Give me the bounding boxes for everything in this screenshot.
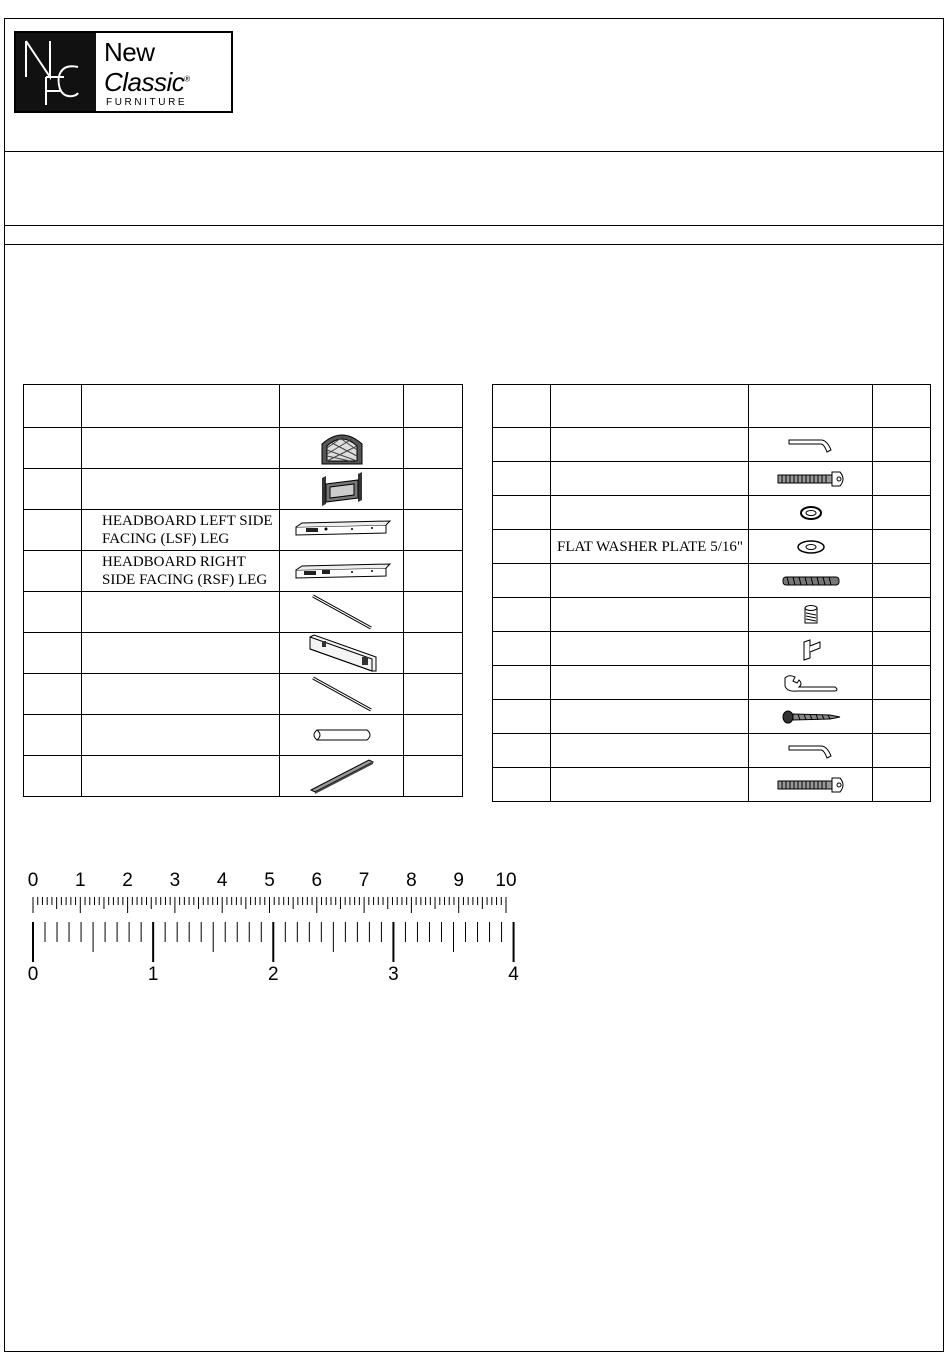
logo-monogram [16, 33, 96, 111]
dowel-icon [280, 715, 404, 756]
table-row [24, 633, 463, 674]
cm-label: 9 [453, 870, 464, 891]
part-qty [404, 633, 463, 674]
divider [4, 225, 944, 226]
inch-label: 0 [27, 964, 39, 985]
part-description: FLAT WASHER PLATE 5/16" [551, 530, 749, 564]
part-description [551, 462, 749, 496]
table-row [493, 496, 931, 530]
cm-label: 1 [75, 870, 86, 891]
part-description: HEADBOARD LEFT SIDE FACING (LSF) LEG [82, 510, 280, 551]
table-row [24, 592, 463, 633]
part-qty [404, 469, 463, 510]
wrench-icon [749, 666, 873, 700]
part-number [493, 428, 551, 462]
headboard-panel-icon [280, 428, 404, 469]
part-qty [873, 530, 931, 564]
part-description [82, 674, 280, 715]
part-qty [404, 715, 463, 756]
part-number [24, 510, 82, 551]
part-qty [404, 592, 463, 633]
table-header-row [493, 385, 931, 428]
part-qty [873, 666, 931, 700]
part-description [551, 632, 749, 666]
cm-label: 10 [495, 870, 517, 891]
part-description [82, 633, 280, 674]
part-number [493, 598, 551, 632]
part-description [551, 666, 749, 700]
part-description [82, 715, 280, 756]
bracket-icon [749, 632, 873, 666]
part-description [551, 564, 749, 598]
part-qty [404, 510, 463, 551]
table-header-row [24, 385, 463, 428]
table-row [493, 768, 931, 802]
part-qty [873, 734, 931, 768]
leg-rail-icon [280, 551, 404, 592]
table-row [24, 551, 463, 592]
cm-label: 5 [264, 870, 275, 891]
part-qty [873, 598, 931, 632]
cm-label: 7 [358, 870, 370, 891]
table-row [24, 674, 463, 715]
inch-label: 1 [147, 964, 159, 985]
table-row [493, 530, 931, 564]
table-row [493, 564, 931, 598]
threaded-rod-icon [749, 564, 873, 598]
header-cell [873, 385, 931, 428]
cm-label: 2 [122, 870, 133, 891]
table-row [493, 462, 931, 496]
part-qty [404, 428, 463, 469]
part-qty [873, 768, 931, 802]
part-qty [873, 632, 931, 666]
header-cell [280, 385, 404, 428]
lock-washer-icon [749, 496, 873, 530]
parts-table-right [492, 384, 931, 802]
logo-word-furniture: FURNITURE [106, 97, 188, 108]
divider [4, 151, 944, 152]
part-qty [873, 496, 931, 530]
inch-label: 3 [388, 964, 399, 985]
side-rail-icon [280, 633, 404, 674]
wood-screw-icon [749, 700, 873, 734]
table-row [493, 598, 931, 632]
part-qty [873, 428, 931, 462]
header-cell [82, 385, 280, 428]
part-description [82, 592, 280, 633]
header-cell [749, 385, 873, 428]
table-row [24, 510, 463, 551]
header-cell [24, 385, 82, 428]
part-description [551, 428, 749, 462]
part-number [24, 592, 82, 633]
logo-word-classic: Classic® [104, 67, 190, 97]
allen-key-icon [749, 734, 873, 768]
barrel-nut-icon [749, 598, 873, 632]
part-qty [873, 564, 931, 598]
flat-washer-icon [749, 530, 873, 564]
part-description [82, 428, 280, 469]
part-number [24, 469, 82, 510]
part-number [493, 564, 551, 598]
part-description [82, 469, 280, 510]
part-number [493, 462, 551, 496]
part-description [551, 734, 749, 768]
header-cell [493, 385, 551, 428]
part-qty [873, 462, 931, 496]
slat-rod-icon [280, 674, 404, 715]
part-description [551, 768, 749, 802]
part-number [24, 756, 82, 797]
part-qty [873, 700, 931, 734]
part-number [493, 496, 551, 530]
cm-label: 0 [27, 870, 39, 891]
table-row [24, 756, 463, 797]
header-cell [404, 385, 463, 428]
footboard-panel-icon [280, 469, 404, 510]
slat-strip-icon [280, 756, 404, 797]
part-description [82, 756, 280, 797]
cm-label: 6 [311, 870, 323, 891]
table-row [493, 700, 931, 734]
cm-label: 8 [406, 870, 417, 891]
cm-label: 3 [169, 870, 181, 891]
part-number [24, 633, 82, 674]
part-qty [404, 551, 463, 592]
part-number [493, 530, 551, 564]
ruler-graphic [20, 866, 520, 986]
part-number [493, 700, 551, 734]
table-row [24, 715, 463, 756]
part-description [551, 496, 749, 530]
inch-label: 4 [508, 964, 519, 985]
part-number [24, 551, 82, 592]
table-row [493, 666, 931, 700]
slat-rod-icon [280, 592, 404, 633]
table-row [493, 734, 931, 768]
bolt-icon [749, 768, 873, 802]
part-number [493, 768, 551, 802]
table-row [24, 469, 463, 510]
part-number [24, 674, 82, 715]
part-number [493, 734, 551, 768]
part-qty [404, 756, 463, 797]
part-description [551, 700, 749, 734]
measurement-ruler [20, 866, 520, 991]
table-row [493, 428, 931, 462]
part-description [551, 598, 749, 632]
logo-word-new: New [104, 37, 155, 67]
part-qty [404, 674, 463, 715]
brand-logo [14, 31, 233, 113]
leg-rail-icon [280, 510, 404, 551]
bolt-icon [749, 462, 873, 496]
part-description: HEADBOARD RIGHT SIDE FACING (RSF) LEG [82, 551, 280, 592]
allen-key-icon [749, 428, 873, 462]
parts-table-left [23, 384, 463, 797]
part-number [24, 715, 82, 756]
cm-label: 4 [216, 870, 228, 891]
part-number [24, 428, 82, 469]
divider [4, 244, 944, 245]
part-number [493, 666, 551, 700]
part-number [493, 632, 551, 666]
table-row [24, 428, 463, 469]
table-row [493, 632, 931, 666]
header-cell [551, 385, 749, 428]
inch-label: 2 [267, 964, 279, 985]
